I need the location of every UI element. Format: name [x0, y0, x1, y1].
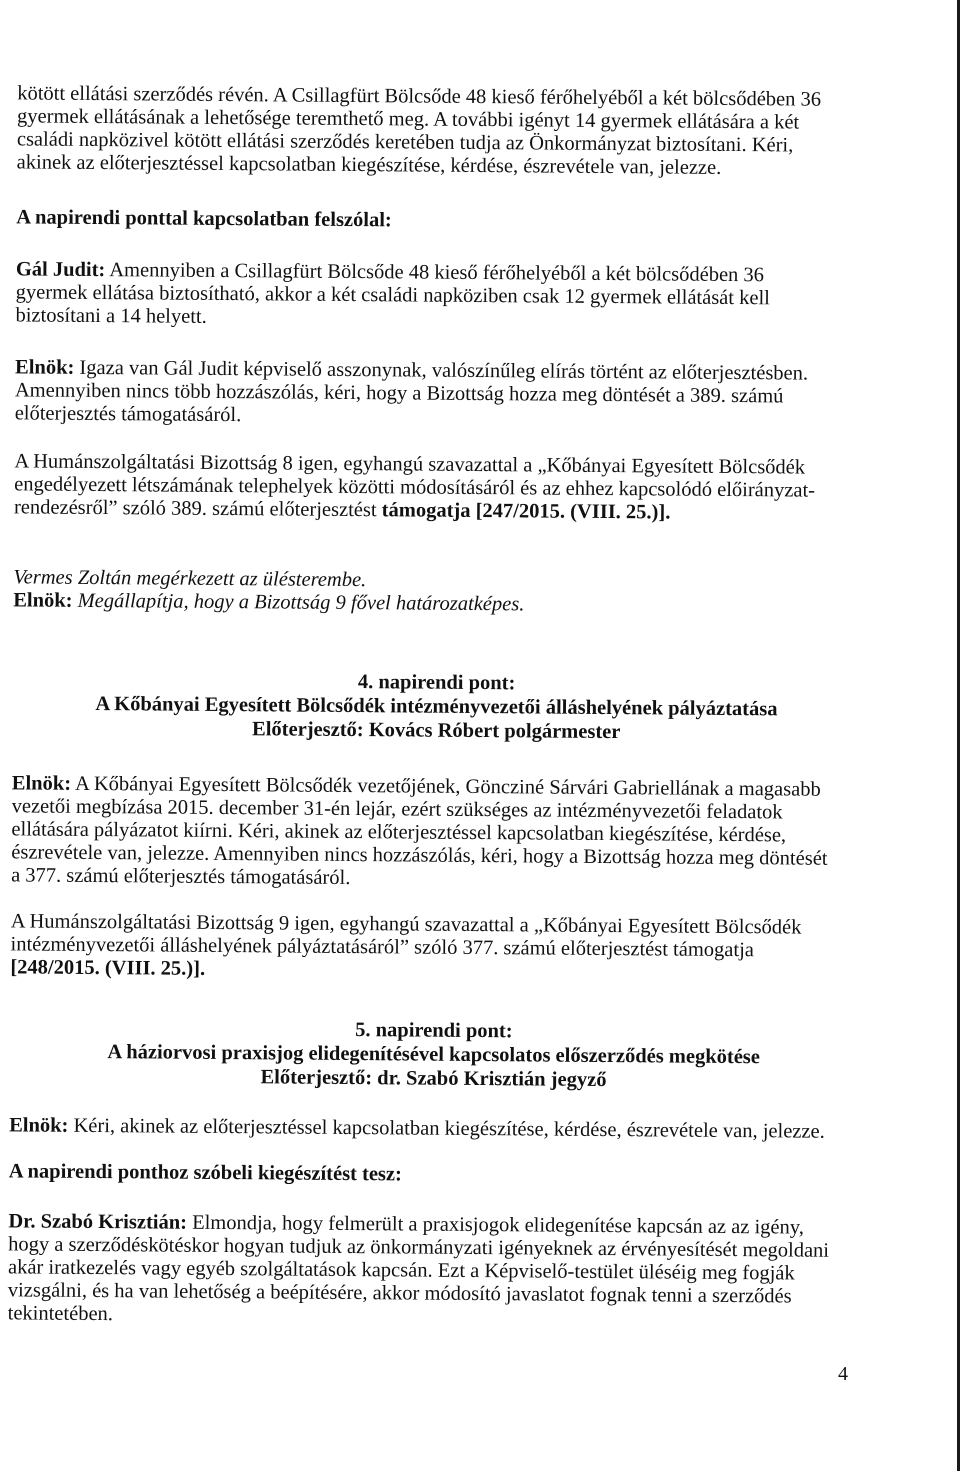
agenda-4-title: A Kőbányai Egyesített Bölcsődék intézményvezetői álláshelyének pályáztatása — [95, 693, 778, 721]
agenda-5-title: A háziorvosi praxisjog elidegenítésével kapcsolatos előszerződés megkötése — [107, 1041, 761, 1069]
text-span: Igaza van Gál Judit képviselő asszonynak, valószínűleg elírás történt az előterjesztésben. — [79, 356, 809, 385]
text-line: vizsgálni, és ha van lehetőség a beépítésére, akkor módosító javaslatot fognak tenni a szerződés — [7, 1279, 792, 1308]
text-line: tekintetében. — [7, 1302, 114, 1326]
text-line: biztosítani a 14 helyett. — [15, 304, 207, 328]
kiegeszites-heading: A napirendi ponthoz szóbeli kiegészítést tesz: — [8, 1160, 402, 1186]
text-line — [9, 1114, 857, 1144]
elnok-paragraph-1 — [15, 356, 864, 432]
resolution-247-paragraph — [14, 450, 863, 526]
text-line: gyermek ellátásának a lehetősége teremthető meg. A további igényt 14 gyermek ellátására a két — [16, 105, 800, 134]
text-span: Elmondja, hogy felmerült a praxisjogok elidegenítése kapcsán az az igény, — [192, 1211, 804, 1239]
speaker-name: Elnök: — [15, 356, 75, 379]
page-number: 4 — [838, 1363, 848, 1385]
text-line: gyermek ellátása biztosítható, akkor a két családi napköziben csak 12 gyermek ellátását kell — [15, 281, 770, 310]
text-line: előterjesztés támogatásáról. — [14, 402, 242, 427]
elnok-paragraph-2 — [11, 772, 860, 894]
speaker-name: Gál Judit: — [15, 258, 106, 282]
text-line: A Humánszolgáltatási Bizottság 9 igen, egyhangú szavazattal a „Kőbányai Egyesített Bölcsődék — [10, 910, 802, 939]
elnok-paragraph-3 — [9, 1114, 857, 1144]
speaker-name: Elnök: — [11, 772, 72, 795]
text-line: hogy a szerződéskötéskor hogyan tudjuk az önkormányzati igényeknek az érvényesítését megoldani — [8, 1233, 830, 1262]
agenda-4-number: 4. napirendi pont: — [357, 671, 516, 695]
agenda-4-presenter: Előterjesztő: Kovács Róbert polgármester — [252, 718, 621, 744]
resolution-number: [248/2015. (VIII. 25.)]. — [10, 956, 206, 980]
text-line: Amennyiben nincs több hozzászólás, kéri, hogy a Bizottság hozza meg döntését a 389. számú — [14, 379, 784, 408]
szabo-krisztian-paragraph — [8, 1210, 857, 1332]
text-span: Amennyiben a Csillagfürt Bölcsőde 48 kieső férőhelyéből a két bölcsődében 36 — [109, 259, 765, 287]
text-line: akár iratkezelés vagy egyéb szolgáltatások kapcsán. Ezt a Képviselő-testület üléséig meg fogják — [7, 1256, 795, 1285]
text-line: kötött ellátási szerződés révén. A Csillagfürt Bölcsőde 48 kieső férőhelyéből a két bölcsődében 36 — [17, 82, 822, 111]
text-span: Megállapítja, hogy a Bizottság 9 fővel határozatképes. — [77, 589, 525, 616]
text-line: vezetői megbízása 2015. december 31-én lejár, ezért szükséges az intézményvezetői feladatok — [11, 795, 783, 824]
text-line: Vermes Zoltán megérkezett az ülésterembe. — [13, 566, 367, 592]
resolution-number: támogatja [247/2015. (VIII. 25.)]. — [381, 499, 671, 524]
resolution-248-paragraph — [10, 910, 859, 986]
text-line: engedélyezett létszámának telephelyek közötti módosításáról és az ehhez kapcsolódó előirányzat- — [14, 473, 816, 502]
text-span: rendezésről” szóló 389. számú előterjesztést — [13, 496, 377, 522]
vermes-paragraph — [13, 566, 861, 619]
text-line: ellátására pályázatot kiírni. Kéri, akinek az előterjesztéssel kapcsolatban kiegészítése, kérdése, — [11, 818, 787, 847]
text-line: észrevétele van, jelezze. Amennyiben nincs hozzászólás, kéri, hogy a Bizottság hozza meg döntését — [11, 841, 828, 870]
gal-judit-paragraph — [15, 258, 864, 334]
agenda-5-presenter: Előterjesztő: dr. Szabó Krisztián jegyző — [260, 1066, 607, 1092]
text-line: intézményvezetői álláshelyének pályáztatásáról” szóló 377. számú előterjesztést támogatja — [10, 933, 755, 962]
text-line: A Humánszolgáltatási Bizottság 8 igen, egyhangú szavazattal a „Kőbányai Egyesített Bölcsődék — [14, 450, 806, 479]
text-line: akinek az előterjesztéssel kapcsolatban kiegészítése, kérdése, észrevétele van, jelezze. — [16, 151, 722, 179]
text-span: A Kőbányai Egyesített Bölcsődék vezetőjének, Göncziné Sárvári Gabriellának a magasabb — [74, 772, 821, 801]
text-line: a 377. számú előterjesztés támogatásáról. — [11, 864, 351, 890]
text-line: családi napközivel kötött ellátási szerződés keretében tudja az Önkormányzat biztosítani. Kéri, — [16, 128, 794, 157]
speaker-name: Elnök: — [9, 1114, 69, 1137]
text-span: Kéri, akinek az előterjesztéssel kapcsolatban kiegészítése, kérdése, észrevétele van, jelezze. — [73, 1114, 825, 1143]
speaker-name: Dr. Szabó Krisztián: — [8, 1210, 188, 1234]
agenda-5-number: 5. napirendi pont: — [355, 1019, 513, 1043]
felszolal-heading: A napirendi ponttal kapcsolatban felszólal: — [16, 206, 392, 232]
intro-paragraph — [17, 82, 866, 181]
speaker-name: Elnök: — [13, 589, 73, 612]
